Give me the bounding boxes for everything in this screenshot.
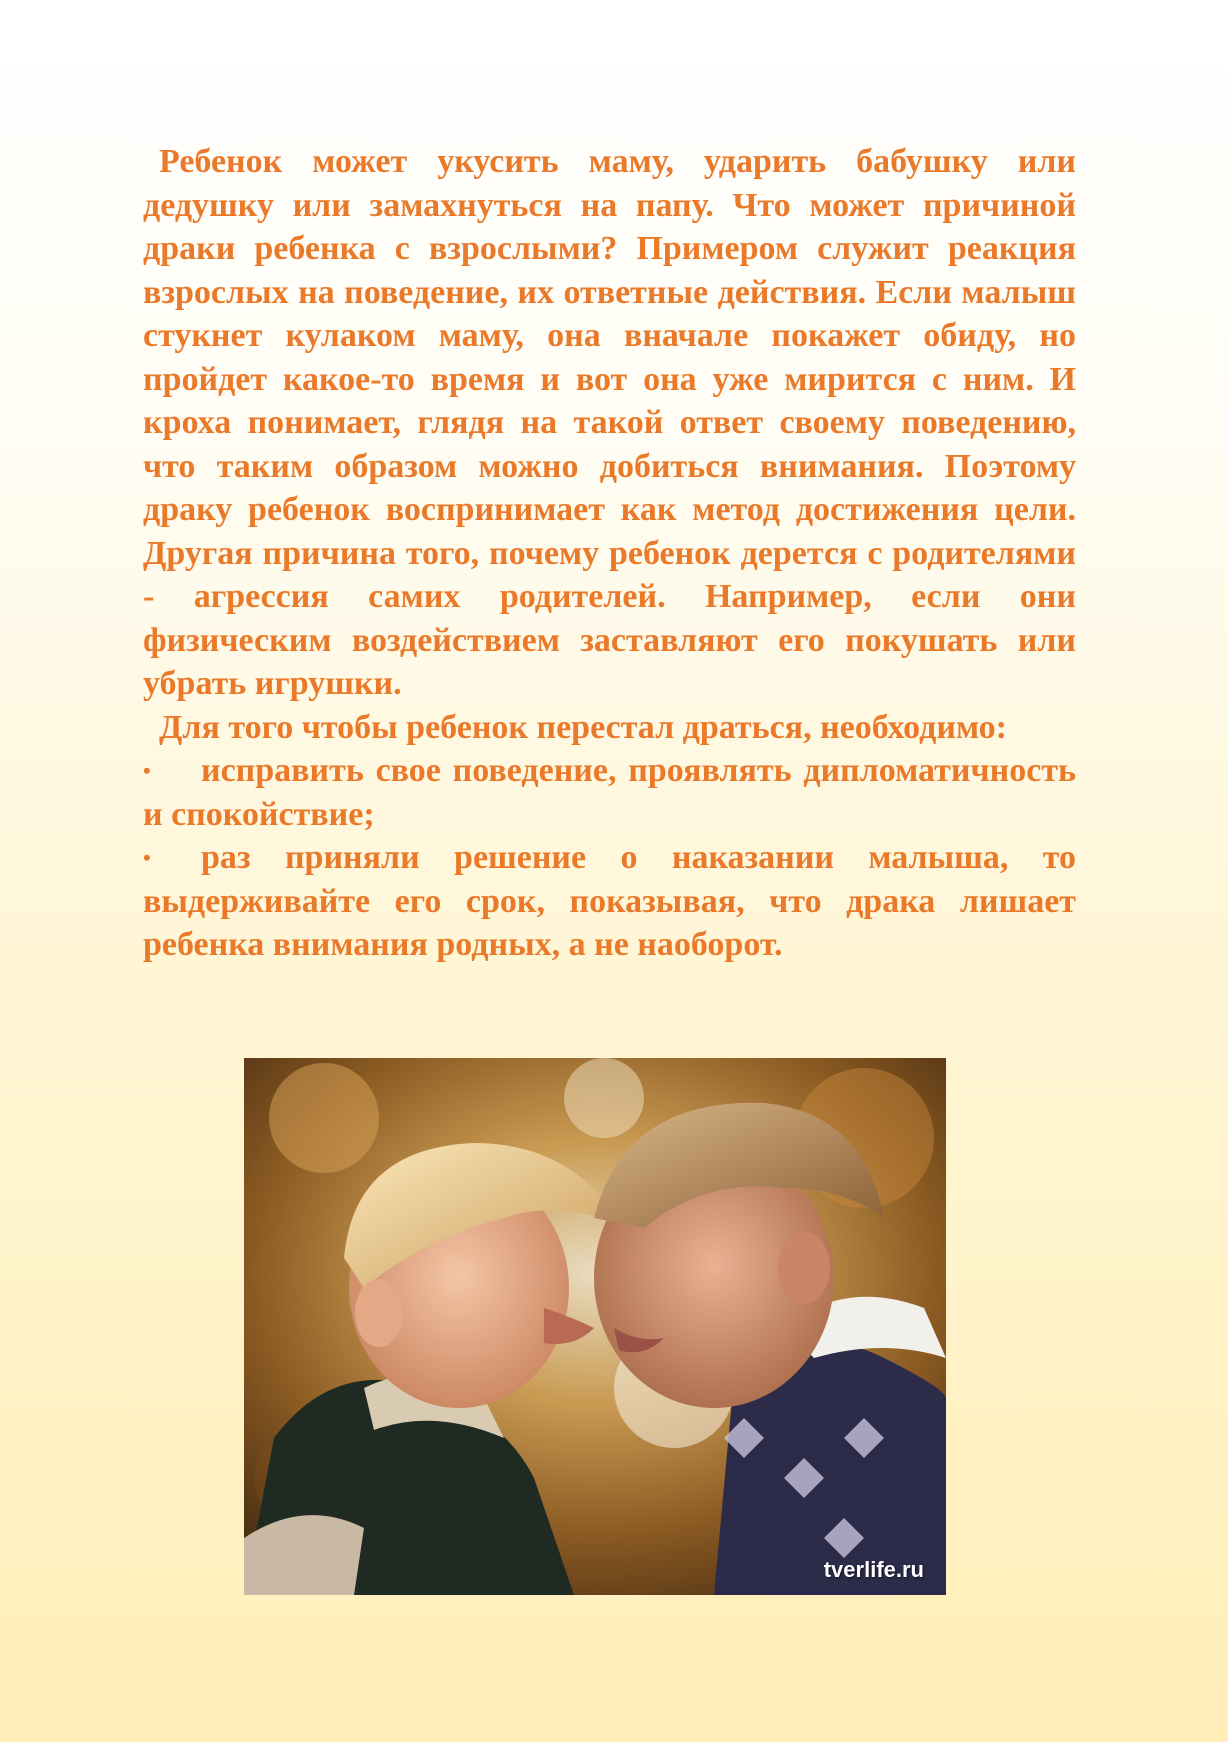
children-fighting-photo bbox=[244, 1058, 946, 1595]
paragraph-necessary: Для того чтобы ребенок перестал драться, необходимо: bbox=[159, 708, 1008, 746]
bullet-icon: • bbox=[143, 845, 151, 870]
article-text bbox=[143, 140, 1076, 967]
bullet-icon: • bbox=[143, 758, 151, 783]
list-item-text: исправить свое поведение, проявлять дипломатичность и спокойствие; bbox=[143, 752, 1076, 833]
photo-illustration bbox=[244, 1058, 946, 1595]
list-item-text: раз приняли решение о наказании малыша, то выдерживайте его срок, показывая, что драка лишает ребенка внимания родных, а не наоборот. bbox=[143, 839, 1076, 963]
photo-watermark: tverlife.ru bbox=[823, 1557, 924, 1582]
paragraph-causes: Ребенок может укусить маму, ударить бабушку или дедушку или замахнуться на папу. Что может причиной драки ребенка с взрослыми? Примером служит реакция взрослых на поведение, их ответные действия. Если малыш стукнет кулаком маму, она вначале покажет обиду, но пройдет какое-то время и вот она уже мирится с ним. И кроха понимает, глядя на такой ответ своему поведению, что таким образом можно добиться внимания. Поэтому драку ребенок воспринимает как метод достижения цели. Другая причина того, почему ребенок дерется с родителями - агрессия самих родителей. Например, если они физическим воздействием заставляют его покушать или убрать игрушки. bbox=[143, 143, 1076, 702]
recommendations-list bbox=[143, 749, 1076, 967]
list-item bbox=[143, 749, 1076, 836]
list-item bbox=[143, 836, 1076, 967]
